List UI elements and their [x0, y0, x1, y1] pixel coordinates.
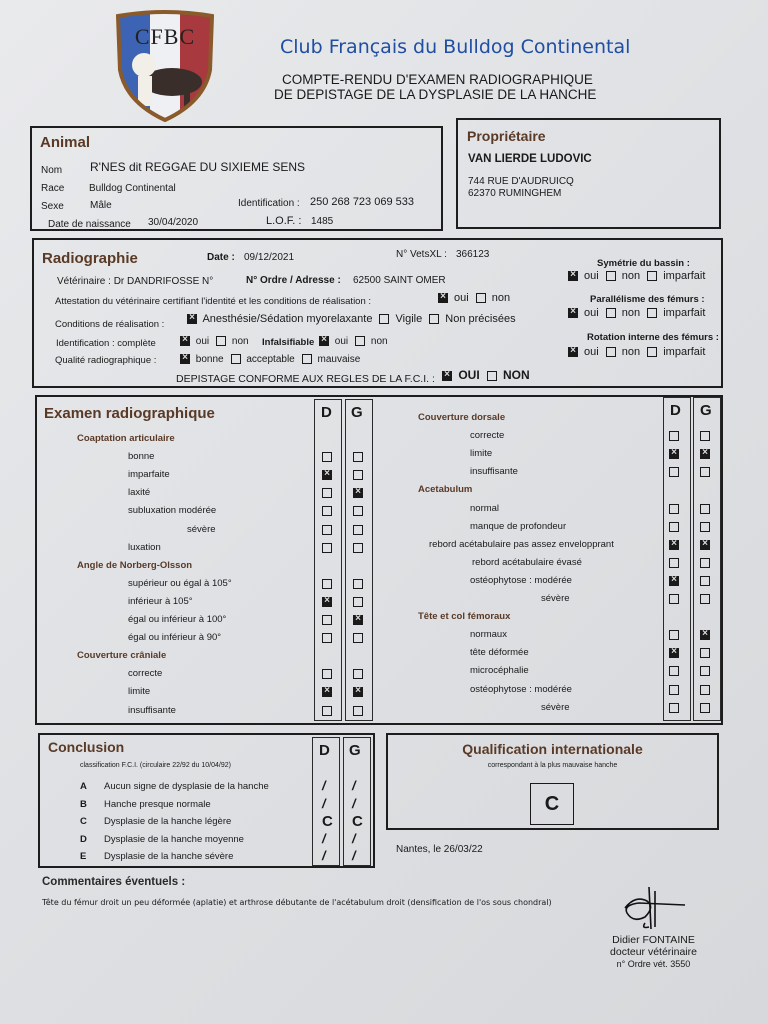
checkbox-g[interactable] — [700, 648, 710, 658]
logo-text: CFBC — [134, 24, 196, 49]
radio-date-label: Date : — [207, 252, 235, 263]
parallelism-label: Parallélisme des fémurs : — [590, 294, 705, 305]
exam-item-label: rebord acétabulaire pas assez envelopprant — [429, 538, 614, 550]
exam-item-label: limite — [470, 448, 493, 460]
checkbox-d[interactable] — [669, 467, 679, 477]
checkbox-checked[interactable] — [568, 347, 578, 357]
exam-left-d-header: D — [321, 404, 332, 421]
checkbox-d[interactable] — [322, 597, 332, 607]
exam-section-heading: Acetabulum — [418, 484, 473, 496]
option-mauvaise[interactable] — [302, 354, 361, 365]
option-label: mauvaise — [314, 354, 361, 365]
qualification-grade-box — [530, 783, 574, 825]
radio-date-value: 09/12/2021 — [244, 252, 295, 263]
checkbox-d[interactable] — [322, 633, 332, 643]
exam-item-label: imparfaite — [128, 469, 170, 481]
rotation-label: Rotation interne des fémurs : — [587, 332, 719, 343]
fci-compliance-label: DEPISTAGE CONFORME AUX REGLES DE LA F.C.I. : — [176, 373, 435, 385]
conclusion-grade-letter: A — [80, 781, 87, 792]
owner-address-line1: 744 RUE D'AUDRUICQ — [468, 176, 574, 187]
checkbox-d[interactable] — [669, 703, 679, 713]
checkbox-g[interactable] — [700, 449, 710, 459]
checkbox-g[interactable] — [353, 633, 363, 643]
vetsxl-label: N° VetsXL : — [396, 249, 447, 260]
race-value: Bulldog Continental — [89, 183, 176, 194]
exam-section-heading: Couverture crâniale — [77, 650, 167, 662]
conclusion-title: Conclusion — [48, 739, 125, 755]
conclusion-g-value: / — [352, 778, 356, 793]
exam-item-label: laxité — [128, 487, 151, 499]
option-oui[interactable] — [180, 336, 209, 347]
vetsxl-value: 366123 — [456, 249, 490, 260]
exam-item-label: ostéophytose : modérée — [470, 574, 572, 586]
option-label: non — [229, 336, 249, 347]
conclusion-grade-letter: C — [80, 816, 87, 827]
exam-item-label: bonne — [128, 451, 155, 463]
option-label: oui — [451, 292, 469, 304]
option-oui[interactable] — [319, 336, 348, 347]
conclusion-grade-label: Dysplasie de la hanche sévère — [104, 851, 234, 862]
infalsifiable-options — [319, 336, 395, 347]
quality-options — [180, 354, 367, 365]
checkbox-checked[interactable] — [319, 336, 329, 346]
option-label: oui — [193, 336, 210, 347]
option-label: non — [618, 346, 641, 358]
radiography-section — [32, 238, 723, 388]
ordre-value: 62500 SAINT OMER — [353, 275, 446, 286]
checkbox-g[interactable] — [353, 706, 363, 716]
checkbox-g[interactable] — [353, 615, 363, 625]
checkbox-d[interactable] — [322, 687, 332, 697]
option-label: non — [368, 336, 388, 347]
sexe-value: Mâle — [90, 200, 112, 211]
signatory-name: Didier FONTAINE — [612, 934, 695, 946]
exam-section-heading: Angle de Norberg-Olsson — [77, 559, 193, 571]
option-bonne[interactable] — [180, 354, 224, 365]
exam-section-heading: Tête et col fémoraux — [418, 611, 511, 623]
checkbox-unchecked[interactable] — [606, 347, 616, 357]
exam-right-g-header: G — [700, 402, 712, 419]
conclusion-g-value: / — [352, 795, 356, 811]
exam-section-heading: Couverture dorsale — [418, 412, 506, 423]
checkbox-d[interactable] — [669, 666, 679, 676]
checkbox-g[interactable] — [353, 470, 363, 480]
attestation-options — [438, 292, 517, 304]
exam-item-label: normal — [470, 502, 500, 514]
exam-item-label: limite — [128, 686, 151, 698]
conclusion-d-value: / — [322, 778, 326, 793]
checkbox-g[interactable] — [353, 452, 363, 462]
checkbox-d[interactable] — [669, 576, 679, 586]
checkbox-unchecked[interactable] — [355, 336, 365, 346]
exam-item-label: égal ou inférieur à 90° — [128, 632, 222, 644]
option-label: oui — [332, 336, 349, 347]
conclusion-d-value: / — [322, 830, 326, 846]
option-oui[interactable] — [442, 368, 480, 382]
checkbox-d[interactable] — [669, 685, 679, 695]
checkbox-checked[interactable] — [187, 314, 197, 324]
checkbox-g[interactable] — [353, 669, 363, 679]
checkbox-g[interactable] — [700, 522, 710, 532]
birthdate-value: 30/04/2020 — [148, 217, 199, 228]
report-title-line2: DE DEPISTAGE DE LA DYSPLASIE DE LA HANCHE — [274, 87, 597, 102]
checkbox-g[interactable] — [700, 467, 710, 477]
qualification-section — [386, 733, 719, 830]
exam-item-label: insuffisante — [128, 704, 176, 716]
lof-label: L.O.F. : — [266, 215, 302, 227]
exam-title: Examen radiographique — [44, 405, 215, 422]
identification-label: Identification : — [238, 198, 300, 209]
nom-label: Nom — [41, 165, 63, 176]
checkbox-d[interactable] — [669, 558, 679, 568]
ordre-label: N° Ordre / Adresse : — [246, 275, 341, 286]
exam-item-label: inférieur à 105° — [128, 595, 193, 607]
checkbox-g[interactable] — [700, 504, 710, 514]
checkbox-d[interactable] — [669, 648, 679, 658]
option-label: OUI — [455, 368, 480, 382]
signatory-ordre: n° Ordre vét. 3550 — [616, 959, 691, 969]
option-vigile[interactable] — [379, 313, 422, 325]
option-non[interactable] — [606, 346, 640, 358]
comments-title: Commentaires éventuels : — [42, 876, 186, 888]
exam-item-label: égal ou inférieur à 100° — [128, 614, 227, 625]
conclusion-grade-label: Hanche presque normale — [104, 798, 211, 810]
option-label: oui — [581, 270, 599, 282]
checkbox-unchecked[interactable] — [606, 308, 616, 318]
checkbox-unchecked[interactable] — [302, 354, 312, 364]
conclusion-g-header: G — [349, 742, 361, 759]
conclusion-grade-letter: D — [80, 833, 87, 845]
attestation-label: Attestation du vétérinaire certifiant l'identité et les conditions de réalisation : — [55, 296, 372, 307]
checkbox-checked[interactable] — [180, 354, 190, 364]
parallelism-options — [568, 307, 712, 319]
option-non-pr-cis-es[interactable] — [429, 313, 515, 325]
option-label: non — [618, 270, 641, 282]
checkbox-d[interactable] — [322, 543, 332, 553]
identification-complete-label: Identification : complète — [56, 338, 156, 349]
checkbox-checked[interactable] — [438, 293, 448, 303]
option-label: non — [488, 292, 511, 304]
checkbox-unchecked[interactable] — [231, 354, 241, 364]
owner-section — [456, 118, 721, 229]
option-label: non — [618, 307, 641, 319]
owner-title: Propriétaire — [467, 128, 546, 144]
exam-item-label: luxation — [128, 541, 161, 553]
conditions-label: Conditions de réalisation : — [55, 319, 165, 330]
conclusion-g-value: / — [352, 830, 356, 846]
checkbox-checked[interactable] — [568, 271, 578, 281]
checkbox-g[interactable] — [353, 488, 363, 498]
sexe-label: Sexe — [41, 201, 64, 212]
option-non[interactable] — [487, 368, 530, 382]
option-oui[interactable] — [438, 292, 469, 304]
club-name: Club Français du Bulldog Continental — [280, 36, 631, 58]
conclusion-grade-label: Dysplasie de la hanche moyenne — [104, 833, 244, 845]
option-oui[interactable] — [568, 346, 599, 358]
symmetry-label: Symétrie du bassin : — [597, 258, 690, 269]
animal-title: Animal — [40, 134, 91, 151]
qualification-grade: C — [544, 792, 560, 815]
checkbox-d[interactable] — [322, 706, 332, 716]
signatory-title: docteur vétérinaire — [610, 946, 697, 958]
exam-item-label: correcte — [470, 430, 505, 442]
option-anesth-sie-s-dation-myorelaxante[interactable] — [187, 313, 372, 325]
exam-item-label: correcte — [128, 668, 163, 680]
conclusion-grade-letter: B — [80, 798, 87, 810]
checkbox-g[interactable] — [700, 703, 710, 713]
conclusion-d-value: C — [322, 813, 333, 830]
option-label: bonne — [193, 354, 224, 365]
checkbox-d[interactable] — [322, 615, 332, 625]
option-imparfait[interactable] — [647, 270, 705, 282]
option-acceptable[interactable] — [231, 354, 295, 365]
checkbox-d[interactable] — [669, 630, 679, 640]
checkbox-g[interactable] — [700, 540, 710, 550]
option-non[interactable] — [355, 336, 387, 347]
symmetry-options — [568, 270, 712, 282]
option-label: Vigile — [392, 313, 423, 325]
signature-icon — [615, 883, 695, 933]
checkbox-d[interactable] — [322, 488, 332, 498]
checkbox-d[interactable] — [322, 579, 332, 589]
checkbox-d[interactable] — [669, 594, 679, 604]
conclusion-grade-label: Aucun signe de dysplasie de la hanche — [104, 781, 269, 792]
checkbox-g[interactable] — [353, 579, 363, 589]
exam-item-label: rebord acétabulaire évasé — [472, 556, 582, 568]
option-non[interactable] — [606, 307, 640, 319]
option-label: imparfait — [660, 346, 706, 358]
owner-address-line2: 62370 RUMINGHEM — [468, 188, 562, 199]
checkbox-unchecked[interactable] — [487, 371, 497, 381]
checkbox-d[interactable] — [322, 669, 332, 679]
birthdate-label: Date de naissance — [48, 219, 131, 230]
checkbox-unchecked[interactable] — [216, 336, 226, 346]
radiography-title: Radiographie — [42, 250, 138, 267]
exam-item-label: sévère — [187, 523, 216, 535]
exam-item-label: subluxation modérée — [128, 505, 217, 517]
checkbox-g[interactable] — [700, 594, 710, 604]
option-label: imparfait — [660, 270, 706, 282]
exam-right-d-header: D — [670, 402, 681, 419]
exam-section-heading: Coaptation articulaire — [77, 433, 175, 444]
identification-value: 250 268 723 069 533 — [310, 196, 414, 208]
option-label: Anesthésie/Sédation myorelaxante — [200, 313, 373, 325]
option-label: oui — [581, 307, 599, 319]
checkbox-d[interactable] — [322, 470, 332, 480]
conclusion-subtitle: classification F.C.I. (circulaire 22/92 du 10/04/92) — [80, 762, 231, 769]
veterinarian: Vétérinaire : Dr DANDRIFOSSE N° — [57, 276, 214, 287]
checkbox-g[interactable] — [700, 558, 710, 568]
checkbox-d[interactable] — [322, 525, 332, 535]
qualification-title: Qualification internationale — [462, 741, 643, 757]
checkbox-d[interactable] — [669, 449, 679, 459]
checkbox-d[interactable] — [669, 522, 679, 532]
exam-item-label: sévère — [541, 701, 570, 713]
quality-label: Qualité radiographique : — [55, 355, 157, 366]
checkbox-g[interactable] — [700, 666, 710, 676]
checkbox-unchecked[interactable] — [476, 293, 486, 303]
conclusion-d-header: D — [319, 742, 330, 759]
rotation-options — [568, 346, 712, 358]
checkbox-checked[interactable] — [568, 308, 578, 318]
option-imparfait[interactable] — [647, 307, 705, 319]
exam-item-label: sévère — [541, 593, 570, 604]
conclusion-grade-letter: E — [80, 851, 87, 862]
option-label: acceptable — [243, 354, 295, 365]
animal-section — [30, 126, 443, 231]
qualification-subtitle: correspondant à la plus mauvaise hanche — [487, 762, 618, 769]
owner-name: VAN LIERDE LUDOVIC — [468, 153, 592, 165]
checkbox-d[interactable] — [669, 540, 679, 550]
checkbox-g[interactable] — [700, 431, 710, 441]
exam-item-label: tête déformée — [470, 647, 529, 659]
option-non[interactable] — [476, 292, 510, 304]
checkbox-unchecked[interactable] — [429, 314, 439, 324]
option-oui[interactable] — [568, 270, 599, 282]
checkbox-d[interactable] — [322, 506, 332, 516]
checkbox-checked[interactable] — [180, 336, 190, 346]
option-label: Non précisées — [442, 313, 516, 325]
exam-section — [35, 395, 723, 725]
checkbox-d[interactable] — [669, 431, 679, 441]
conclusion-d-value: / — [322, 795, 326, 811]
exam-item-label: ostéophytose : modérée — [470, 683, 572, 695]
exam-item-label: normaux — [470, 629, 507, 641]
lof-value: 1485 — [311, 216, 334, 227]
option-label: oui — [581, 346, 599, 358]
checkbox-unchecked[interactable] — [647, 308, 657, 318]
conclusion-g-value: C — [352, 813, 363, 830]
exam-left-g-header: G — [351, 404, 363, 421]
checkbox-g[interactable] — [700, 630, 710, 640]
club-logo — [114, 10, 216, 122]
identification-options — [180, 336, 256, 347]
checkbox-unchecked[interactable] — [647, 347, 657, 357]
checkbox-unchecked[interactable] — [379, 314, 389, 324]
infalsifiable-label: Infalsifiable — [262, 337, 315, 348]
report-title-line1: COMPTE-RENDU D'EXAMEN RADIOGRAPHIQUE — [282, 72, 593, 87]
checkbox-unchecked[interactable] — [606, 271, 616, 281]
conditions-options — [187, 313, 523, 325]
option-oui[interactable] — [568, 307, 599, 319]
checkbox-g[interactable] — [700, 685, 710, 695]
place-date: Nantes, le 26/03/22 — [396, 844, 483, 855]
exam-item-label: insuffisante — [470, 466, 518, 478]
conclusion-d-value: / — [322, 848, 326, 863]
nom-value: R'NES dit REGGAE DU SIXIEME SENS — [90, 160, 306, 174]
conclusion-grade-label: Dysplasie de la hanche légère — [104, 816, 232, 827]
checkbox-unchecked[interactable] — [647, 271, 657, 281]
checkbox-g[interactable] — [353, 506, 363, 516]
fci-compliance-options — [442, 368, 537, 382]
option-label: NON — [499, 368, 530, 382]
option-non[interactable] — [606, 270, 640, 282]
comments-text: Tête du fémur droit un peu déformée (aplatie) et arthrose débutante de l'acétabulum droit (densification de l'os sous chondral) — [42, 898, 552, 907]
conclusion-g-value: / — [352, 848, 356, 863]
checkbox-checked[interactable] — [442, 371, 452, 381]
exam-item-label: microcéphalie — [470, 665, 529, 677]
option-non[interactable] — [216, 336, 248, 347]
conclusion-section — [38, 733, 375, 868]
checkbox-d[interactable] — [322, 452, 332, 462]
checkbox-d[interactable] — [669, 504, 679, 514]
checkbox-g[interactable] — [700, 576, 710, 586]
checkbox-g[interactable] — [353, 687, 363, 697]
checkbox-g[interactable] — [353, 525, 363, 535]
option-label: imparfait — [660, 307, 706, 319]
exam-item-label: supérieur ou égal à 105° — [128, 577, 232, 589]
checkbox-g[interactable] — [353, 597, 363, 607]
option-imparfait[interactable] — [647, 346, 705, 358]
checkbox-g[interactable] — [353, 543, 363, 553]
race-label: Race — [41, 183, 65, 194]
exam-item-label: manque de profondeur — [470, 520, 567, 532]
